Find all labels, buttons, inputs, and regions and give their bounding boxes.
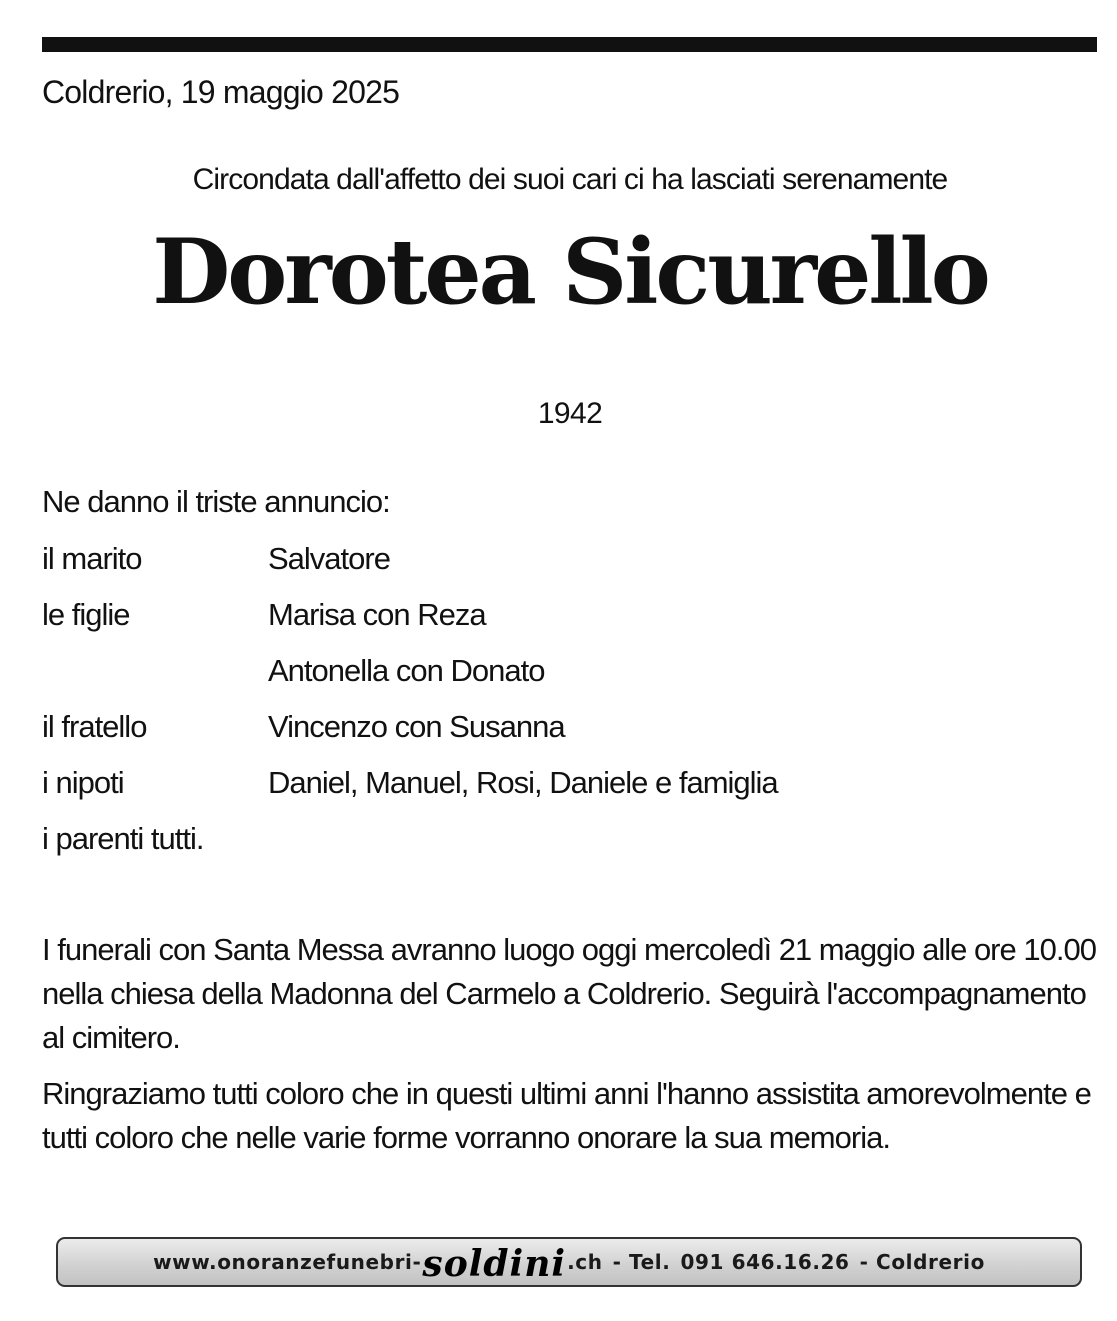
announcement-heading: Ne danno il triste annuncio:	[42, 484, 390, 519]
relative-row	[42, 643, 1042, 699]
relative-role: il marito	[42, 541, 142, 576]
thanks-text: Ringraziamo tutti coloro che in questi ultimi anni l'hanno assistita amorevolmente e tutti coloro che nelle varie forme vorranno onorare la sua memoria.	[42, 1076, 1091, 1155]
relative-names: Vincenzo con Susanna	[268, 709, 565, 744]
intro-text: Circondata dall'affetto dei suoi cari ci ha lasciati serenamente	[192, 163, 948, 196]
footer-phone: 091 646.16.26	[680, 1250, 850, 1274]
relative-names: Marisa con Reza	[268, 597, 486, 632]
soldini-logo: soldini	[422, 1243, 567, 1285]
top-rule	[42, 37, 1097, 52]
footer-location: - Coldrerio	[859, 1250, 985, 1274]
funeral-text: I funerali con Santa Messa avranno luogo oggi mercoledì 21 maggio alle ore 10.00 nella chiesa della Madonna del Carmelo a Coldrerio. Seguirà l'accompagnamento al cimitero.	[42, 932, 1096, 1055]
relative-role: i nipoti	[42, 765, 124, 800]
relative-names: Daniel, Manuel, Rosi, Daniele e famiglia	[268, 765, 778, 800]
footer-contact-bar	[56, 1237, 1082, 1287]
relative-row	[42, 699, 1042, 755]
relative-row	[42, 811, 1042, 867]
place-date: Coldrerio, 19 maggio 2025	[42, 74, 400, 110]
relative-role: le figlie	[42, 597, 130, 632]
relative-role: i parenti tutti.	[42, 821, 204, 856]
footer-tel-label: - Tel.	[612, 1250, 671, 1274]
relative-row	[42, 587, 1042, 643]
relative-row	[42, 755, 1042, 811]
relative-role: il fratello	[42, 709, 147, 744]
relative-names: Salvatore	[268, 541, 390, 576]
funeral-info	[42, 928, 1102, 1060]
relatives-list	[42, 531, 1042, 867]
birth-year: 1942	[537, 397, 603, 430]
relative-row	[42, 531, 1042, 587]
deceased-name: Dorotea Sicurello	[152, 219, 988, 325]
footer-url-prefix: www.onoranzefunebri-	[153, 1250, 422, 1274]
footer-url-suffix: .ch	[567, 1250, 603, 1274]
relative-names: Antonella con Donato	[268, 653, 545, 688]
thanks-info	[42, 1072, 1102, 1160]
